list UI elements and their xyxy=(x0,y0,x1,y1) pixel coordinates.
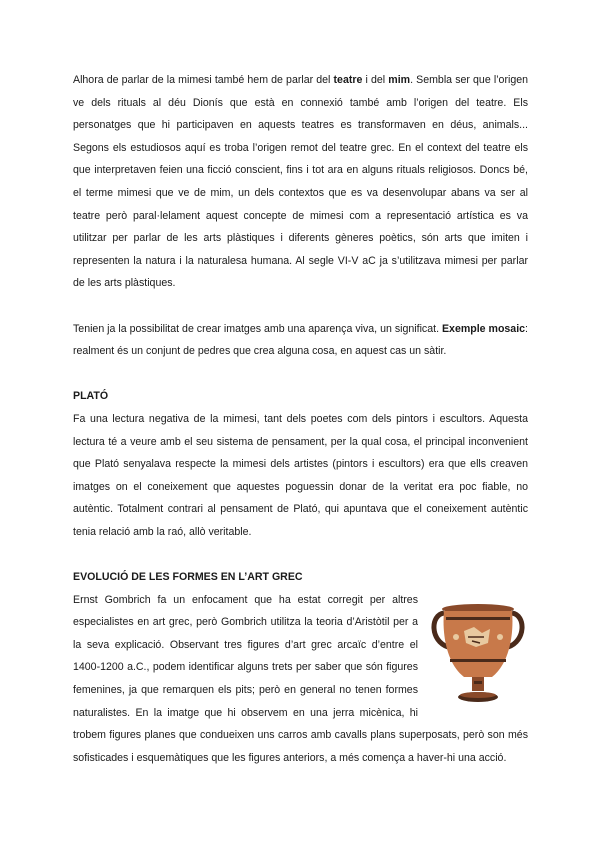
document-body xyxy=(73,69,528,769)
text-run: : realment és un conjunt de pedres que crea alguna cosa, en aquest cas un sàtir. xyxy=(73,322,528,358)
paragraph-mimesi-teatre xyxy=(73,69,528,295)
vase-illustration xyxy=(428,593,528,717)
bold-term-teatre: teatre xyxy=(333,74,363,86)
text-run: Alhora de parlar de la mimesi també hem de parlar del xyxy=(73,74,334,86)
section-heading-evolucio: EVOLUCIÓ DE LES FORMES EN L’ART GREC xyxy=(73,571,303,584)
bold-term-exemple-mosaic: Exemple mosaic xyxy=(441,322,526,335)
section-heading-plato: PLATÓ xyxy=(73,390,109,403)
bold-term-mim: mim xyxy=(388,74,411,86)
paragraph-evolucio: Ernst Gombrich fa un enfocament que ha estat corregit per altres especialistes en art grec, però Gombrich utilitza la teoria d’Aristòtil per a la seva explicació. Observant tres figures d’art grec arcaïc d’entre el 1400-1200 a.C., podem identificar alguns trets per saber que són figures femenines, ja que remarquen els pits; però en general no tenen formes naturalistes. En la imatge que hi observem en una jerra micènica, hi trobem figures planes que condueixen uns carros amb cavalls plans superposats, però son més sofisticades i esquemàtiques que les figures anteriors, a més comença a haver-hi una acció. xyxy=(73,593,528,764)
text-run: . Sembla ser que l’origen ve dels rituals al déu Dionís que està en connexió també amb l’origen del teatre. Els personatges que hi participaven en aquests teatres es transformaven en déus, animals... Segons els estudiosos aquí es troba l’origen remot del teatre grec. En el context del teatre els que interpretaven feien una ficció conscient, fins i tot ara en alguns rituals religiosos. Doncs bé, el terme mimesi que ve de mim, un dels contextos que es va desenvolupar abans va ser al teatre però paral·lelament aquest concepte de mimesi com a representació artística es va utilitzar per parlar de les arts plàstiques i diferents gèneres poètics, són arts que imiten i representen la natura i la naturalesa humana. Al segle VI-V aC ja s’utilitzava mimesi per parlar de les arts plàstiques. xyxy=(73,74,529,290)
text-run: Tenien ja la possibilitat de crear imatges amb una aparença viva, un significat. xyxy=(73,322,442,335)
paragraph-plato: Fa una lectura negativa de la mimesi, tant dels poetes com dels pintors i escultors. Aquesta lectura té a veure amb el seu sistema de pensament, per la qual cosa, el principal inconvenient que Plató senyalava respecte la mimesi dels artistes (pintors i escultors) era que ells creaven imatges on el coneixement que aquestes poguessin donar de la veritat era poc fiable, no autèntic. Totalment contrari al pensament de Plató, qui apuntava que el coneixement autèntic tenia relació amb la raó, allò veritable. xyxy=(73,412,528,538)
paragraph-mosaic xyxy=(73,318,528,363)
text-run: i del xyxy=(362,74,389,86)
mycenaean-krater-image xyxy=(428,593,528,717)
